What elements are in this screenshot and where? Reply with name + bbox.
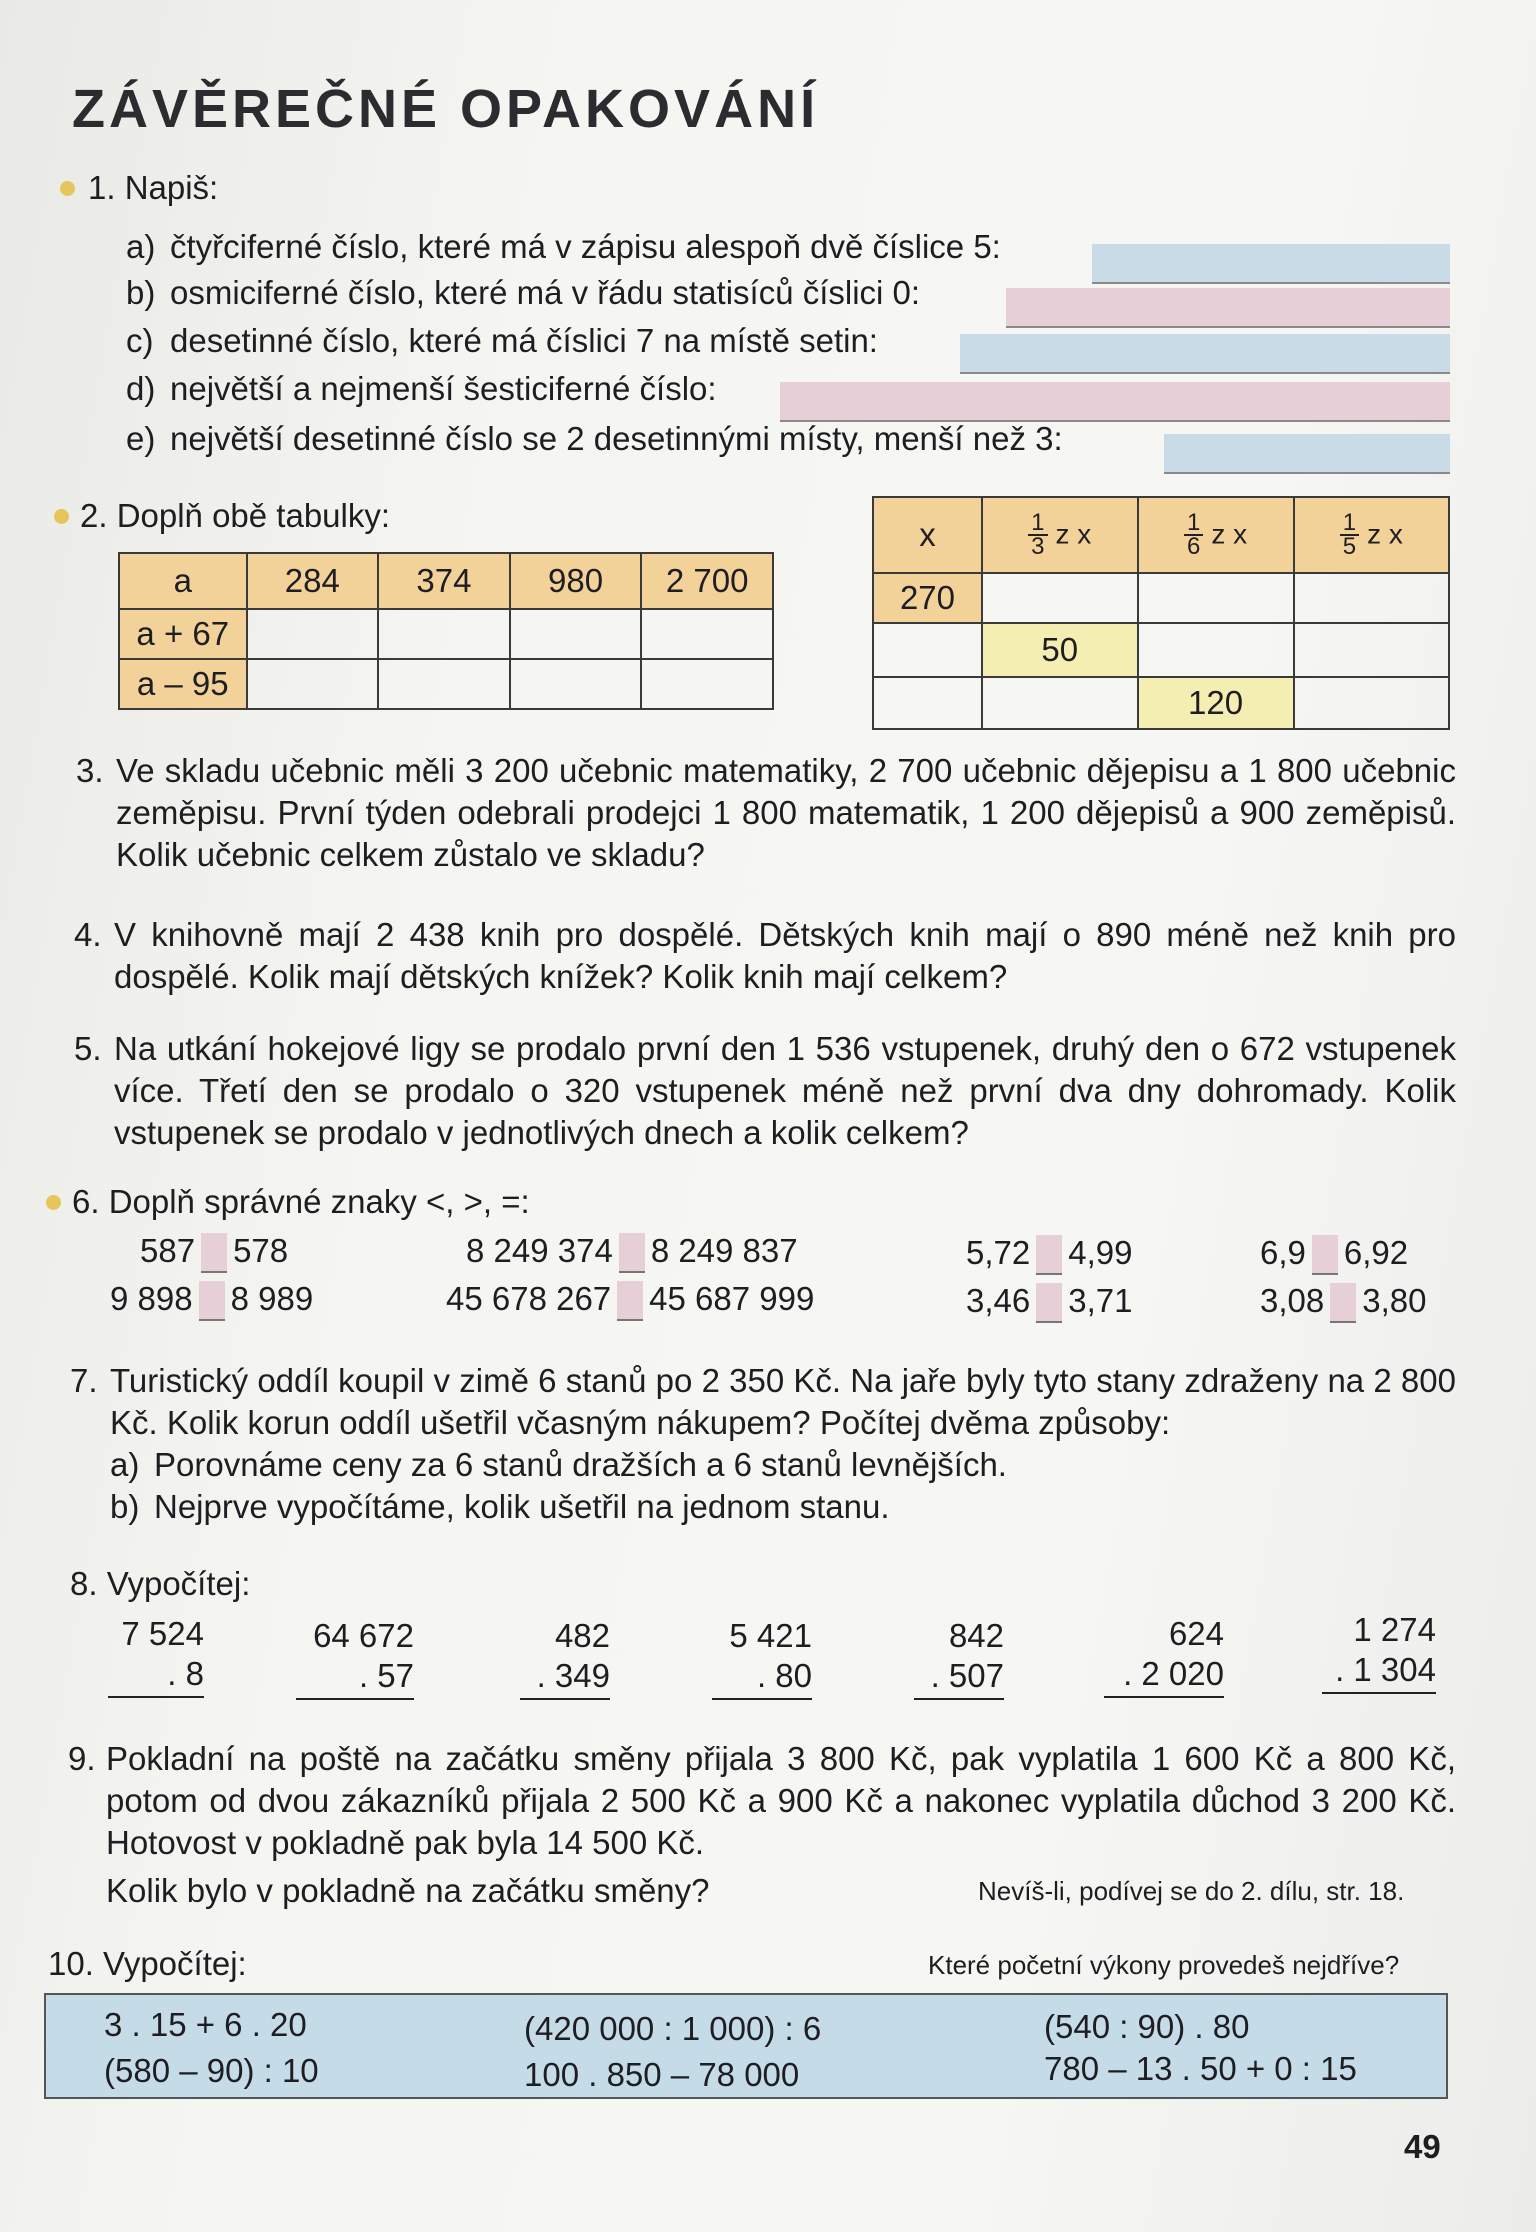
difficulty-dot-icon (54, 509, 69, 524)
table-answer-cell[interactable] (378, 609, 510, 659)
q1-answer-b[interactable] (1006, 288, 1450, 328)
table-answer-cell[interactable] (510, 659, 642, 709)
q10-heading: 10. Vypočítej: (48, 1945, 247, 1982)
table-answer-cell[interactable] (641, 659, 773, 709)
table-answer-cell[interactable] (1138, 623, 1294, 677)
compare-sign-box[interactable] (1312, 1235, 1338, 1275)
q1-item-a: a) čtyřciferné číslo, které má v zápisu alespoň dvě číslice 5: (126, 228, 1001, 265)
q5: 5. Na utkání hokejové ligy se prodalo první den 1 536 vstupenek, druhý den o 672 vstupenek více. Třetí den se prodalo o 320 vstupenek méně než první dva dny dohromady. Kolik vstupenek se prodalo v jednotlivých dnech a kolik celkem? (74, 1030, 1456, 1151)
q1-heading: 1. Napiš: (88, 169, 219, 206)
q9-question: Kolik bylo v pokladně na začátku směny? (106, 1872, 710, 1909)
q4: 4. V knihovně mají 2 438 knih pro dospělé. Dětských knih mají o 890 méně než knih pro dospělé. Kolik mají dětských knížek? Kolik knih mají celkem? (74, 916, 1456, 995)
table-answer-cell[interactable] (247, 609, 379, 659)
q1-answer-a[interactable] (1092, 244, 1450, 284)
q1-item-e: e) největší desetinné číslo se 2 desetinnými místy, menší než 3: (126, 420, 1063, 457)
compare-pair: 3,08 3,80 (1260, 1282, 1426, 1323)
q3: 3. Ve skladu učebnic měli 3 200 učebnic matematiky, 2 700 učebnic dějepisu a 1 800 učebnic zeměpisu. První týden odebrali prodejci 1 800 matematik, 1 200 dějepisů a 900 zeměpisů. Kolik učebnic celkem zůstalo ve skladu? (76, 752, 1456, 873)
compare-pair: 45 678 267 45 687 999 (446, 1280, 814, 1321)
compare-sign-box[interactable] (1330, 1283, 1356, 1323)
compare-pair: 3,46 3,71 (966, 1282, 1132, 1323)
table-answer-cell[interactable] (247, 659, 379, 709)
table-header-cell: 2 700 (641, 553, 773, 609)
compare-pair: 6,9 6,92 (1260, 1234, 1408, 1275)
table-header-cell: 980 (510, 553, 642, 609)
expression: 780 – 13 . 50 + 0 : 15 (1044, 2050, 1357, 2087)
table-answer-cell[interactable] (378, 659, 510, 709)
table-row-label: a – 95 (119, 659, 247, 709)
q10-hint: Které početní výkony provedeš nejdříve? (928, 1950, 1400, 1980)
difficulty-dot-icon (46, 1195, 61, 1210)
page-title: ZÁVĚREČNÉ OPAKOVÁNÍ (72, 79, 820, 139)
table-header-cell: x (873, 497, 982, 573)
q7: 7. Turistický oddíl koupil v zimě 6 stanů po 2 350 Kč. Na jaře byly tyto stany zdraženy na 2 800 Kč. Kolik korun oddíl ušetřil včasným nákupem? Počítej dvěma způsoby: (70, 1362, 1456, 1441)
q9: 9. Pokladní na poště na začátku směny přijala 3 800 Kč, pak vyplatila 1 600 Kč a 800 Kč, potom od dvou zákazníků přijala 2 500 Kč a 900 Kč a nakonec vyplatila důchod 3 200 Kč. Hotovost v pokladně pak byla 14 500 Kč. (68, 1740, 1456, 1861)
q1-item-b: b) osmiciferné číslo, které má v řádu statisíců číslici 0: (126, 274, 921, 311)
table-header-cell: 374 (378, 553, 510, 609)
table-row-label: a + 67 (119, 609, 247, 659)
table-given-cell: 50 (982, 623, 1138, 677)
table-header-fraction: $\frac{1}{5}$ z x (1294, 497, 1449, 573)
compare-sign-box[interactable] (199, 1281, 225, 1321)
table-header-cell: 284 (247, 553, 379, 609)
table-given-cell: 120 (1138, 677, 1294, 729)
q1-item-d: d) největší a nejmenší šesticiferné číslo: (126, 370, 717, 407)
table-header-fraction: $\frac{1}{3}$ z x (982, 497, 1138, 573)
q7-item-a: a) Porovnáme ceny za 6 stanů dražších a 6 stanů levnějších. (110, 1446, 1007, 1483)
multiplication-problem: 1 274 . 1 304 (1322, 1610, 1436, 1694)
q2-heading: 2. Doplň obě tabulky: (80, 497, 391, 534)
difficulty-dot-icon (60, 181, 75, 196)
table-answer-cell[interactable] (641, 609, 773, 659)
compare-sign-box[interactable] (617, 1281, 643, 1321)
multiplication-problem: 842 . 507 (914, 1616, 1004, 1700)
table-answer-cell[interactable] (1294, 573, 1449, 623)
expression: (420 000 : 1 000) : 6 (524, 2010, 822, 2047)
compare-sign-box[interactable] (1036, 1235, 1062, 1275)
multiplication-problem: 5 421 . 80 (712, 1616, 812, 1700)
compare-pair: 8 249 374 8 249 837 (466, 1232, 798, 1273)
table-answer-cell[interactable] (873, 623, 982, 677)
q1-answer-e[interactable] (1164, 434, 1450, 474)
multiplication-problem: 7 524 . 8 (108, 1614, 204, 1698)
table-answer-cell[interactable] (510, 609, 642, 659)
q8-heading: 8. Vypočítej: (70, 1565, 251, 1602)
q1-answer-d[interactable] (780, 382, 1450, 422)
page-number: 49 (1404, 2128, 1441, 2165)
q1-answer-c[interactable] (960, 334, 1450, 374)
expression: (540 : 90) . 80 (1044, 2008, 1250, 2045)
table-answer-cell[interactable] (982, 573, 1138, 623)
table-answer-cell[interactable] (982, 677, 1138, 729)
expression: 100 . 850 – 78 000 (524, 2056, 800, 2093)
q9-hint: Nevíš-li, podívej se do 2. dílu, str. 18. (978, 1876, 1405, 1906)
q1-item-c: c) desetinné číslo, které má číslici 7 na místě setin: (126, 322, 878, 359)
multiplication-problem: 64 672 . 57 (296, 1616, 414, 1700)
compare-sign-box[interactable] (619, 1233, 645, 1273)
compare-sign-box[interactable] (1036, 1283, 1062, 1323)
table-answer-cell[interactable] (1294, 677, 1449, 729)
q2-table-fractions (872, 496, 1450, 730)
q7-item-b: b) Nejprve vypočítáme, kolik ušetřil na jednom stanu. (110, 1488, 890, 1525)
table-answer-cell[interactable] (1294, 623, 1449, 677)
table-header-fraction: $\frac{1}{6}$ z x (1138, 497, 1294, 573)
q6-heading: 6. Doplň správné znaky <, >, =: (72, 1183, 530, 1220)
table-header-cell: a (119, 553, 247, 609)
multiplication-problem: 624 . 2 020 (1104, 1614, 1224, 1698)
compare-sign-box[interactable] (201, 1233, 227, 1273)
expression: (580 – 90) : 10 (104, 2052, 319, 2089)
table-answer-cell[interactable] (873, 677, 982, 729)
expression: 3 . 15 + 6 . 20 (104, 2006, 307, 2043)
compare-pair: 587 578 (140, 1232, 288, 1273)
q2-table-addition (118, 552, 774, 710)
compare-pair: 5,72 4,99 (966, 1234, 1132, 1275)
table-given-cell: 270 (873, 573, 982, 623)
compare-pair: 9 898 8 989 (110, 1280, 313, 1321)
multiplication-problem: 482 . 349 (520, 1616, 610, 1700)
table-answer-cell[interactable] (1138, 573, 1294, 623)
